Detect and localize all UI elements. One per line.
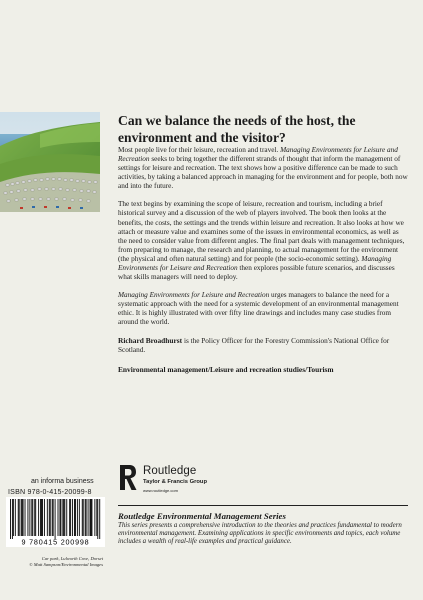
- barcode-bar: [91, 499, 92, 536]
- barcode-bar: [66, 499, 67, 536]
- barcode-bar: [70, 499, 71, 536]
- blurb-text: [118, 146, 408, 384]
- text-run: then explores possible future scenarios, and discusses what skills managers will need to deploy.: [118, 263, 395, 281]
- bold-text: Environmental management/Leisure and recreation studies/Tourism: [118, 364, 334, 374]
- isbn-text: ISBN 978-0-415-20099-8: [8, 488, 92, 496]
- barcode-bar: [99, 499, 100, 539]
- barcode-bar: [85, 499, 86, 536]
- barcode-bar: [50, 499, 51, 536]
- barcode-bar: [13, 499, 14, 536]
- barcode-bar: [86, 499, 87, 536]
- barcode-bar: [27, 499, 28, 536]
- barcode-bar: [63, 499, 64, 536]
- barcode-bar: [22, 499, 23, 536]
- barcode-bar: [96, 499, 97, 536]
- imprint-text: an informa business: [31, 478, 94, 485]
- barcode-bar: [34, 499, 35, 536]
- barcode-bar: [72, 499, 73, 536]
- barcode-bar: [69, 499, 70, 536]
- publisher-website: www.routledge.com: [143, 488, 178, 493]
- barcode-bar: [44, 499, 45, 536]
- barcode-bar: [19, 499, 20, 536]
- isbn-barcode: [6, 497, 105, 547]
- barcode-bar: [53, 499, 54, 536]
- barcode-bar: [82, 499, 83, 536]
- text-run: urges managers to balance the need for a systematic approach with the need for a systemic development of an environmental management ethic. It is highly illustrated with over fifty line drawings and includes many case studies from around the world.: [118, 291, 399, 327]
- barcode-bar: [12, 499, 13, 539]
- barcode-bar: [41, 499, 42, 536]
- barcode-bar: [21, 499, 22, 536]
- barcode-bar: [88, 499, 89, 536]
- barcode-bar: [75, 499, 76, 536]
- barcode-bar: [32, 499, 33, 536]
- barcode-bar: [91, 499, 92, 536]
- bold-text: Richard Broadhurst: [118, 336, 183, 346]
- barcode-bar: [60, 499, 61, 536]
- barcode-bar: [94, 499, 95, 536]
- barcode-bar: [77, 499, 78, 536]
- barcode-bar: [83, 499, 84, 536]
- text-run: Most people live for their leisure, recreation and travel.: [118, 146, 281, 154]
- book-title-text: Managing Environments for Leisure and Recreation: [118, 146, 398, 164]
- barcode-digits: 9 780415 200998: [21, 537, 90, 547]
- barcode-bar: [58, 499, 59, 536]
- routledge-logo: [118, 464, 248, 494]
- photo-credit-line: Car park, Lulworth Cove, Dorset: [41, 556, 103, 561]
- book-title-text: Managing Environments for Leisure and Recreation: [118, 254, 392, 272]
- barcode-bar: [25, 499, 26, 536]
- barcode-bar: [52, 499, 53, 536]
- barcode-bars: [10, 499, 100, 539]
- barcode-bar: [35, 499, 36, 536]
- barcode-bar: [23, 499, 24, 536]
- barcode-bar: [62, 499, 63, 536]
- barcode-bar: [74, 499, 75, 536]
- barcode-bar: [38, 499, 39, 536]
- barcode-bar: [59, 499, 60, 536]
- blurb-paragraph: [118, 365, 408, 375]
- barcode-bar: [79, 499, 80, 536]
- barcode-bar: [31, 499, 32, 536]
- book-title-text: Managing Environments for Leisure and Recreation: [118, 291, 270, 300]
- blurb-paragraph: [118, 291, 408, 327]
- barcode-bar: [40, 499, 41, 536]
- blurb-paragraph: [118, 146, 408, 191]
- coastal-car-park-image: [0, 112, 100, 212]
- headline: Can we balance the needs of the host, the environment and the visitor?: [118, 113, 356, 145]
- barcode-bar: [18, 499, 19, 536]
- text-run: The text begins by examining the scope of leisure, recreation and tourism, including a brief historical survey and a discussion of the web of players involved. The book then looks at the benefits, the costs, the settings and the trends within leisure and recreation. It also looks at how we attach or measure value and examines some of the issues in environmental economics, as well as the need to consider value from different angles. The final part deals with management techniques, from preparing to manage, the research and planning, to actual management for the environment (the physical and often natural setting) and for people (the socio-economic setting).: [118, 200, 405, 263]
- blurb-paragraph: [118, 200, 408, 281]
- barcode-bar: [29, 499, 30, 536]
- routledge-r-icon: [118, 464, 138, 491]
- barcode-bar: [64, 499, 65, 536]
- series-description: This series presents a comprehensive introduction to the theories and practices fundamental to modern environmental management. Examining applications in specific environments and topics, each volume includes a wealth of real-life examples and practical guidance.: [118, 522, 402, 546]
- publisher-group: Taylor & Francis Group: [143, 479, 207, 485]
- barcode-bar: [55, 499, 56, 539]
- barcode-bar: [15, 499, 16, 536]
- barcode-bar: [97, 499, 98, 539]
- barcode-bar: [42, 499, 43, 536]
- blurb-paragraph: [118, 336, 408, 355]
- barcode-bar: [10, 499, 11, 539]
- photo-credit-line: © Matt Sampson/Environmental Images: [29, 562, 103, 567]
- text-run: seeks to bring together the different strands of thought that inform the management of settings for leisure and recreation. The text shows how a positive difference can be made to such activities, by taking a balanced approach in managing for the environment and for people, both now and into the future.: [118, 155, 408, 191]
- barcode-bar: [47, 499, 48, 536]
- publisher-name: Routledge: [143, 465, 197, 477]
- series-divider: [118, 505, 408, 506]
- text-run: is the Policy Officer for the Forestry Commission's National Office for Scotland.: [118, 337, 390, 355]
- barcode-bar: [90, 499, 91, 536]
- cover-photo: [0, 112, 100, 212]
- photo-credit: [2, 556, 103, 568]
- barcode-bar: [49, 499, 50, 536]
- series-title: Routledge Environmental Management Series: [118, 511, 286, 521]
